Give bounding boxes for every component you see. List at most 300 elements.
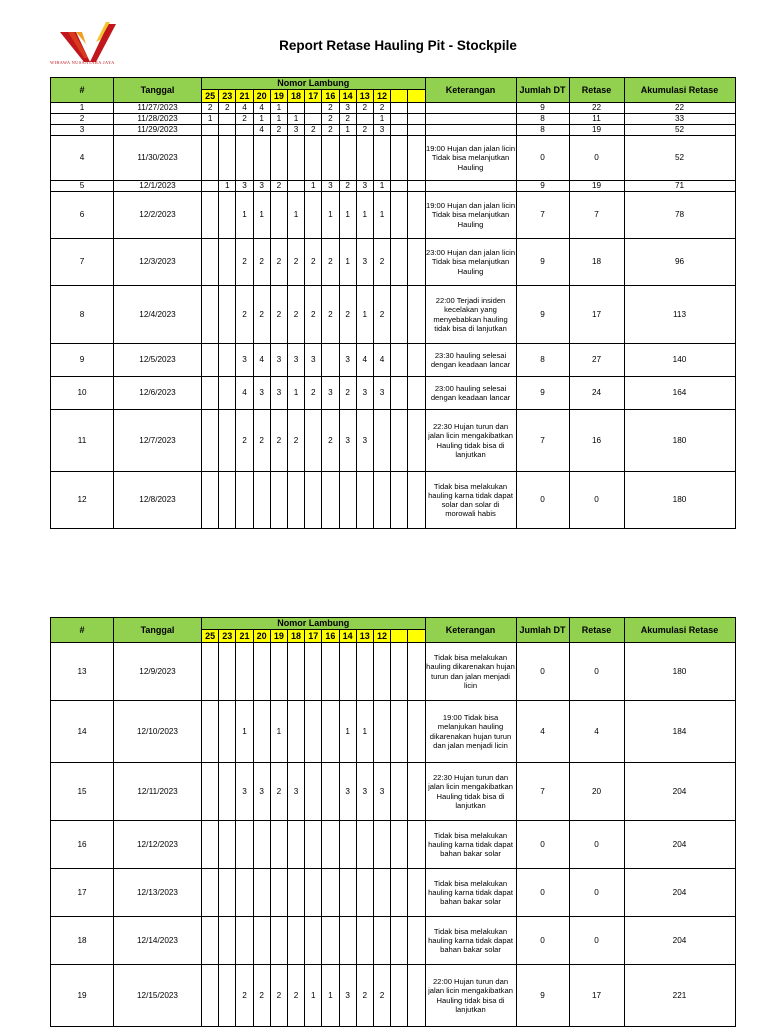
lambung-cell: 1 bbox=[270, 701, 287, 763]
row-jumlah-dt: 0 bbox=[516, 472, 569, 529]
lambung-cell: 3 bbox=[287, 344, 304, 377]
lambung-cell bbox=[202, 377, 219, 410]
lambung-cell: 3 bbox=[322, 377, 339, 410]
lambung-cell bbox=[305, 410, 322, 472]
lambung-cell: 2 bbox=[270, 181, 287, 192]
header-akumulasi: Akumulasi Retase bbox=[624, 78, 735, 103]
lambung-cell: 1 bbox=[287, 114, 304, 125]
lambung-cell bbox=[391, 377, 408, 410]
lambung-cell bbox=[219, 114, 236, 125]
lambung-cell: 1 bbox=[305, 181, 322, 192]
lambung-cell bbox=[202, 643, 219, 701]
header-retase: Retase bbox=[569, 78, 624, 103]
lambung-cell bbox=[253, 869, 270, 917]
row-akumulasi: 204 bbox=[624, 763, 735, 821]
row-retase: 17 bbox=[569, 965, 624, 1027]
lambung-cell bbox=[219, 192, 236, 239]
lambung-cell bbox=[339, 472, 356, 529]
row-jumlah-dt: 9 bbox=[516, 965, 569, 1027]
lambung-cell bbox=[305, 114, 322, 125]
lambung-cell: 1 bbox=[339, 192, 356, 239]
lambung-cell: 2 bbox=[322, 103, 339, 114]
lambung-cell bbox=[270, 643, 287, 701]
table-row bbox=[51, 763, 736, 821]
row-retase: 20 bbox=[569, 763, 624, 821]
lambung-cell: 1 bbox=[373, 192, 390, 239]
table-row bbox=[51, 344, 736, 377]
lambung-cell: 3 bbox=[236, 344, 253, 377]
row-number: 14 bbox=[51, 701, 114, 763]
lambung-cell bbox=[287, 103, 304, 114]
table-row bbox=[51, 377, 736, 410]
lambung-cell: 2 bbox=[236, 965, 253, 1027]
lambung-cell bbox=[391, 103, 408, 114]
table-row bbox=[51, 114, 736, 125]
lambung-number: 16 bbox=[322, 90, 339, 103]
lambung-cell bbox=[391, 239, 408, 286]
lambung-cell bbox=[202, 701, 219, 763]
row-date: 12/12/2023 bbox=[114, 821, 202, 869]
row-retase: 4 bbox=[569, 701, 624, 763]
row-keterangan: 23:00 hauling selesai dengan keadaan lancar bbox=[425, 377, 516, 410]
lambung-cell bbox=[408, 125, 425, 136]
row-keterangan: Tidak bisa melakukan hauling karna tidak dapat bahan bakar solar bbox=[425, 821, 516, 869]
row-retase: 0 bbox=[569, 643, 624, 701]
lambung-number: 20 bbox=[253, 90, 270, 103]
lambung-number: 12 bbox=[373, 630, 390, 643]
lambung-cell bbox=[287, 821, 304, 869]
lambung-cell bbox=[373, 472, 390, 529]
row-akumulasi: 204 bbox=[624, 869, 735, 917]
lambung-cell bbox=[219, 136, 236, 181]
lambung-cell bbox=[408, 114, 425, 125]
row-keterangan: 22:30 Hujan turun dan jalan licin mengakibatkan Hauling tidak bisa di lanjutkan bbox=[425, 410, 516, 472]
lambung-cell: 2 bbox=[305, 125, 322, 136]
lambung-cell: 3 bbox=[287, 763, 304, 821]
lambung-cell: 2 bbox=[270, 410, 287, 472]
lambung-cell bbox=[219, 821, 236, 869]
lambung-cell: 3 bbox=[322, 181, 339, 192]
lambung-cell bbox=[322, 472, 339, 529]
lambung-number bbox=[391, 90, 408, 103]
row-keterangan: 19:00 Hujan dan jalan licin Tidak bisa melanjutkan Hauling bbox=[425, 192, 516, 239]
lambung-cell: 4 bbox=[253, 125, 270, 136]
lambung-number: 16 bbox=[322, 630, 339, 643]
row-akumulasi: 184 bbox=[624, 701, 735, 763]
row-date: 12/5/2023 bbox=[114, 344, 202, 377]
lambung-cell bbox=[373, 410, 390, 472]
lambung-cell: 3 bbox=[356, 410, 373, 472]
lambung-cell: 2 bbox=[253, 286, 270, 344]
lambung-cell: 1 bbox=[356, 192, 373, 239]
lambung-cell: 2 bbox=[270, 125, 287, 136]
lambung-number: 25 bbox=[202, 90, 219, 103]
lambung-cell: 2 bbox=[322, 125, 339, 136]
lambung-cell: 4 bbox=[356, 344, 373, 377]
table-row bbox=[51, 410, 736, 472]
lambung-cell bbox=[202, 763, 219, 821]
row-retase: 17 bbox=[569, 286, 624, 344]
lambung-cell bbox=[391, 701, 408, 763]
row-date: 12/11/2023 bbox=[114, 763, 202, 821]
lambung-cell bbox=[253, 821, 270, 869]
row-jumlah-dt: 7 bbox=[516, 410, 569, 472]
lambung-cell bbox=[391, 869, 408, 917]
lambung-cell: 2 bbox=[236, 286, 253, 344]
header-keterangan: Keterangan bbox=[425, 618, 516, 643]
lambung-cell bbox=[219, 125, 236, 136]
lambung-number bbox=[391, 630, 408, 643]
row-date: 12/8/2023 bbox=[114, 472, 202, 529]
lambung-number: 19 bbox=[270, 630, 287, 643]
lambung-cell: 1 bbox=[373, 114, 390, 125]
header-num: # bbox=[51, 618, 114, 643]
row-jumlah-dt: 0 bbox=[516, 136, 569, 181]
lambung-cell bbox=[270, 192, 287, 239]
lambung-cell bbox=[373, 821, 390, 869]
lambung-cell bbox=[305, 701, 322, 763]
row-keterangan bbox=[425, 114, 516, 125]
lambung-cell bbox=[305, 103, 322, 114]
lambung-cell bbox=[270, 472, 287, 529]
lambung-number: 12 bbox=[373, 90, 390, 103]
lambung-cell bbox=[305, 472, 322, 529]
lambung-cell bbox=[391, 917, 408, 965]
lambung-cell: 2 bbox=[356, 965, 373, 1027]
lambung-cell: 3 bbox=[339, 763, 356, 821]
lambung-cell bbox=[391, 136, 408, 181]
lambung-cell: 1 bbox=[356, 286, 373, 344]
lambung-cell: 2 bbox=[236, 114, 253, 125]
lambung-cell bbox=[391, 344, 408, 377]
row-jumlah-dt: 7 bbox=[516, 192, 569, 239]
lambung-cell bbox=[202, 125, 219, 136]
table-row bbox=[51, 181, 736, 192]
row-keterangan: 22:30 Hujan turun dan jalan licin mengakibatkan Hauling tidak bisa di lanjutkan bbox=[425, 763, 516, 821]
lambung-cell bbox=[305, 763, 322, 821]
row-date: 11/29/2023 bbox=[114, 125, 202, 136]
lambung-cell bbox=[408, 181, 425, 192]
lambung-cell bbox=[408, 344, 425, 377]
lambung-cell bbox=[322, 643, 339, 701]
row-number: 5 bbox=[51, 181, 114, 192]
row-akumulasi: 164 bbox=[624, 377, 735, 410]
lambung-cell bbox=[253, 917, 270, 965]
lambung-cell bbox=[236, 472, 253, 529]
lambung-cell bbox=[219, 643, 236, 701]
lambung-cell: 1 bbox=[339, 125, 356, 136]
row-retase: 24 bbox=[569, 377, 624, 410]
row-number: 13 bbox=[51, 643, 114, 701]
row-date: 12/9/2023 bbox=[114, 643, 202, 701]
row-akumulasi: 204 bbox=[624, 821, 735, 869]
lambung-number: 23 bbox=[219, 90, 236, 103]
table-row bbox=[51, 965, 736, 1027]
table-row bbox=[51, 917, 736, 965]
lambung-cell: 2 bbox=[339, 286, 356, 344]
lambung-cell: 1 bbox=[236, 701, 253, 763]
lambung-number: 23 bbox=[219, 630, 236, 643]
row-akumulasi: 52 bbox=[624, 136, 735, 181]
lambung-cell bbox=[391, 181, 408, 192]
row-number: 12 bbox=[51, 472, 114, 529]
header-jumlah-dt: Jumlah DT bbox=[516, 618, 569, 643]
lambung-cell: 2 bbox=[373, 239, 390, 286]
lambung-number: 13 bbox=[356, 90, 373, 103]
lambung-cell bbox=[202, 192, 219, 239]
lambung-cell bbox=[202, 344, 219, 377]
lambung-cell: 3 bbox=[270, 377, 287, 410]
header-jumlah-dt: Jumlah DT bbox=[516, 78, 569, 103]
lambung-cell: 1 bbox=[287, 192, 304, 239]
table-row bbox=[51, 136, 736, 181]
table-row bbox=[51, 286, 736, 344]
lambung-cell: 1 bbox=[202, 114, 219, 125]
lambung-cell: 2 bbox=[287, 286, 304, 344]
lambung-cell bbox=[202, 869, 219, 917]
row-number: 16 bbox=[51, 821, 114, 869]
lambung-cell: 2 bbox=[287, 965, 304, 1027]
lambung-cell bbox=[339, 917, 356, 965]
lambung-cell bbox=[305, 869, 322, 917]
lambung-cell bbox=[219, 965, 236, 1027]
header-lambung: Nomor Lambung bbox=[202, 618, 426, 630]
lambung-cell bbox=[322, 763, 339, 821]
lambung-cell: 3 bbox=[373, 125, 390, 136]
row-retase: 0 bbox=[569, 821, 624, 869]
lambung-cell: 2 bbox=[287, 239, 304, 286]
row-keterangan bbox=[425, 103, 516, 114]
company-name: WIBAWA NUSANTARA JAYA bbox=[50, 60, 115, 65]
lambung-cell: 1 bbox=[236, 192, 253, 239]
row-retase: 19 bbox=[569, 125, 624, 136]
header-date: Tanggal bbox=[114, 618, 202, 643]
lambung-cell: 2 bbox=[253, 410, 270, 472]
lambung-cell bbox=[408, 472, 425, 529]
table-row bbox=[51, 701, 736, 763]
row-jumlah-dt: 0 bbox=[516, 821, 569, 869]
lambung-number: 25 bbox=[202, 630, 219, 643]
row-jumlah-dt: 9 bbox=[516, 286, 569, 344]
lambung-cell bbox=[322, 821, 339, 869]
row-number: 17 bbox=[51, 869, 114, 917]
lambung-cell: 1 bbox=[322, 965, 339, 1027]
lambung-cell bbox=[202, 821, 219, 869]
lambung-cell bbox=[391, 965, 408, 1027]
row-number: 3 bbox=[51, 125, 114, 136]
lambung-cell: 1 bbox=[339, 701, 356, 763]
row-date: 12/14/2023 bbox=[114, 917, 202, 965]
lambung-cell bbox=[202, 472, 219, 529]
lambung-cell: 2 bbox=[270, 763, 287, 821]
row-akumulasi: 180 bbox=[624, 410, 735, 472]
row-jumlah-dt: 9 bbox=[516, 239, 569, 286]
lambung-cell bbox=[373, 701, 390, 763]
table-row bbox=[51, 472, 736, 529]
lambung-number: 20 bbox=[253, 630, 270, 643]
lambung-cell: 1 bbox=[305, 965, 322, 1027]
lambung-cell bbox=[391, 286, 408, 344]
lambung-cell bbox=[339, 643, 356, 701]
lambung-cell bbox=[339, 869, 356, 917]
lambung-cell: 3 bbox=[356, 239, 373, 286]
lambung-cell bbox=[408, 286, 425, 344]
lambung-cell: 2 bbox=[322, 239, 339, 286]
lambung-cell bbox=[322, 917, 339, 965]
lambung-cell bbox=[202, 965, 219, 1027]
lambung-cell: 3 bbox=[356, 377, 373, 410]
lambung-cell: 2 bbox=[339, 377, 356, 410]
row-akumulasi: 22 bbox=[624, 103, 735, 114]
row-number: 6 bbox=[51, 192, 114, 239]
header-lambung: Nomor Lambung bbox=[202, 78, 426, 90]
lambung-cell bbox=[219, 701, 236, 763]
lambung-cell: 2 bbox=[373, 965, 390, 1027]
lambung-cell: 3 bbox=[373, 763, 390, 821]
row-jumlah-dt: 9 bbox=[516, 103, 569, 114]
lambung-number: 14 bbox=[339, 90, 356, 103]
row-date: 12/7/2023 bbox=[114, 410, 202, 472]
lambung-cell: 3 bbox=[287, 125, 304, 136]
lambung-cell: 3 bbox=[339, 410, 356, 472]
row-keterangan: Tidak bisa melakukan hauling dikarenakan hujan turun dan jalan menjadi licin bbox=[425, 643, 516, 701]
lambung-cell: 1 bbox=[287, 377, 304, 410]
lambung-cell bbox=[391, 643, 408, 701]
lambung-cell bbox=[356, 869, 373, 917]
lambung-cell bbox=[408, 136, 425, 181]
lambung-cell bbox=[219, 917, 236, 965]
row-akumulasi: 52 bbox=[624, 125, 735, 136]
lambung-cell: 4 bbox=[253, 344, 270, 377]
row-akumulasi: 204 bbox=[624, 917, 735, 965]
lambung-cell bbox=[391, 763, 408, 821]
lambung-cell: 1 bbox=[356, 701, 373, 763]
row-number: 19 bbox=[51, 965, 114, 1027]
lambung-cell bbox=[287, 181, 304, 192]
lambung-cell: 2 bbox=[202, 103, 219, 114]
lambung-number: 21 bbox=[236, 630, 253, 643]
lambung-cell bbox=[219, 344, 236, 377]
lambung-cell bbox=[253, 701, 270, 763]
row-retase: 16 bbox=[569, 410, 624, 472]
lambung-cell bbox=[356, 917, 373, 965]
row-keterangan: 23:30 hauling selesai dengan keadaan lancar bbox=[425, 344, 516, 377]
lambung-cell: 4 bbox=[236, 377, 253, 410]
lambung-cell: 3 bbox=[305, 344, 322, 377]
lambung-cell bbox=[236, 917, 253, 965]
lambung-cell: 2 bbox=[270, 239, 287, 286]
row-akumulasi: 221 bbox=[624, 965, 735, 1027]
lambung-number: 13 bbox=[356, 630, 373, 643]
row-number: 2 bbox=[51, 114, 114, 125]
row-jumlah-dt: 4 bbox=[516, 701, 569, 763]
row-akumulasi: 71 bbox=[624, 181, 735, 192]
lambung-cell bbox=[219, 472, 236, 529]
lambung-cell: 2 bbox=[373, 286, 390, 344]
lambung-cell bbox=[202, 181, 219, 192]
lambung-cell: 3 bbox=[339, 965, 356, 1027]
report-title: Report Retase Hauling Pit - Stockpile bbox=[279, 38, 517, 53]
lambung-cell bbox=[356, 643, 373, 701]
lambung-cell: 2 bbox=[270, 965, 287, 1027]
row-jumlah-dt: 0 bbox=[516, 917, 569, 965]
lambung-cell bbox=[373, 136, 390, 181]
lambung-cell bbox=[219, 869, 236, 917]
lambung-cell bbox=[356, 136, 373, 181]
lambung-cell bbox=[305, 136, 322, 181]
lambung-cell bbox=[408, 103, 425, 114]
lambung-cell: 2 bbox=[305, 286, 322, 344]
lambung-cell bbox=[236, 869, 253, 917]
lambung-number: 21 bbox=[236, 90, 253, 103]
lambung-number: 17 bbox=[305, 630, 322, 643]
report-table-2 bbox=[50, 617, 736, 1027]
lambung-cell: 3 bbox=[253, 763, 270, 821]
lambung-cell bbox=[322, 869, 339, 917]
lambung-cell bbox=[305, 643, 322, 701]
lambung-cell: 2 bbox=[322, 286, 339, 344]
lambung-cell bbox=[202, 239, 219, 286]
lambung-cell bbox=[219, 286, 236, 344]
lambung-cell bbox=[287, 869, 304, 917]
lambung-cell: 2 bbox=[322, 410, 339, 472]
lambung-cell: 2 bbox=[270, 286, 287, 344]
lambung-cell: 3 bbox=[236, 181, 253, 192]
lambung-cell bbox=[305, 917, 322, 965]
row-keterangan: 19:00 Tidak bisa melanjukan hauling dikarenakan hujan turun dan jalan menjadi licin bbox=[425, 701, 516, 763]
lambung-cell: 3 bbox=[356, 763, 373, 821]
lambung-cell: 2 bbox=[253, 239, 270, 286]
table-row bbox=[51, 821, 736, 869]
lambung-cell bbox=[408, 239, 425, 286]
lambung-cell bbox=[339, 136, 356, 181]
table-row bbox=[51, 192, 736, 239]
lambung-cell: 4 bbox=[373, 344, 390, 377]
row-keterangan: 23:00 Hujan dan jalan licin Tidak bisa melanjutkan Hauling bbox=[425, 239, 516, 286]
lambung-cell: 4 bbox=[253, 103, 270, 114]
lambung-cell: 2 bbox=[219, 103, 236, 114]
lambung-cell bbox=[270, 869, 287, 917]
lambung-cell: 3 bbox=[356, 181, 373, 192]
lambung-cell: 1 bbox=[322, 192, 339, 239]
lambung-cell bbox=[408, 192, 425, 239]
report-table-1 bbox=[50, 77, 736, 529]
row-number: 7 bbox=[51, 239, 114, 286]
lambung-number: 19 bbox=[270, 90, 287, 103]
row-jumlah-dt: 8 bbox=[516, 114, 569, 125]
lambung-cell: 2 bbox=[322, 114, 339, 125]
lambung-cell bbox=[373, 643, 390, 701]
lambung-cell: 2 bbox=[356, 125, 373, 136]
lambung-cell bbox=[391, 821, 408, 869]
lambung-cell bbox=[408, 643, 425, 701]
lambung-cell: 1 bbox=[339, 239, 356, 286]
row-jumlah-dt: 0 bbox=[516, 869, 569, 917]
lambung-cell: 2 bbox=[236, 239, 253, 286]
lambung-cell bbox=[236, 125, 253, 136]
row-date: 12/6/2023 bbox=[114, 377, 202, 410]
lambung-cell: 1 bbox=[270, 103, 287, 114]
lambung-cell bbox=[236, 821, 253, 869]
row-keterangan: 19:00 Hujan dan jalan licin Tidak bisa melanjutkan Hauling bbox=[425, 136, 516, 181]
lambung-cell bbox=[356, 472, 373, 529]
lambung-cell bbox=[408, 821, 425, 869]
lambung-cell bbox=[287, 917, 304, 965]
row-retase: 11 bbox=[569, 114, 624, 125]
lambung-number: 17 bbox=[305, 90, 322, 103]
row-date: 12/3/2023 bbox=[114, 239, 202, 286]
lambung-cell bbox=[391, 114, 408, 125]
